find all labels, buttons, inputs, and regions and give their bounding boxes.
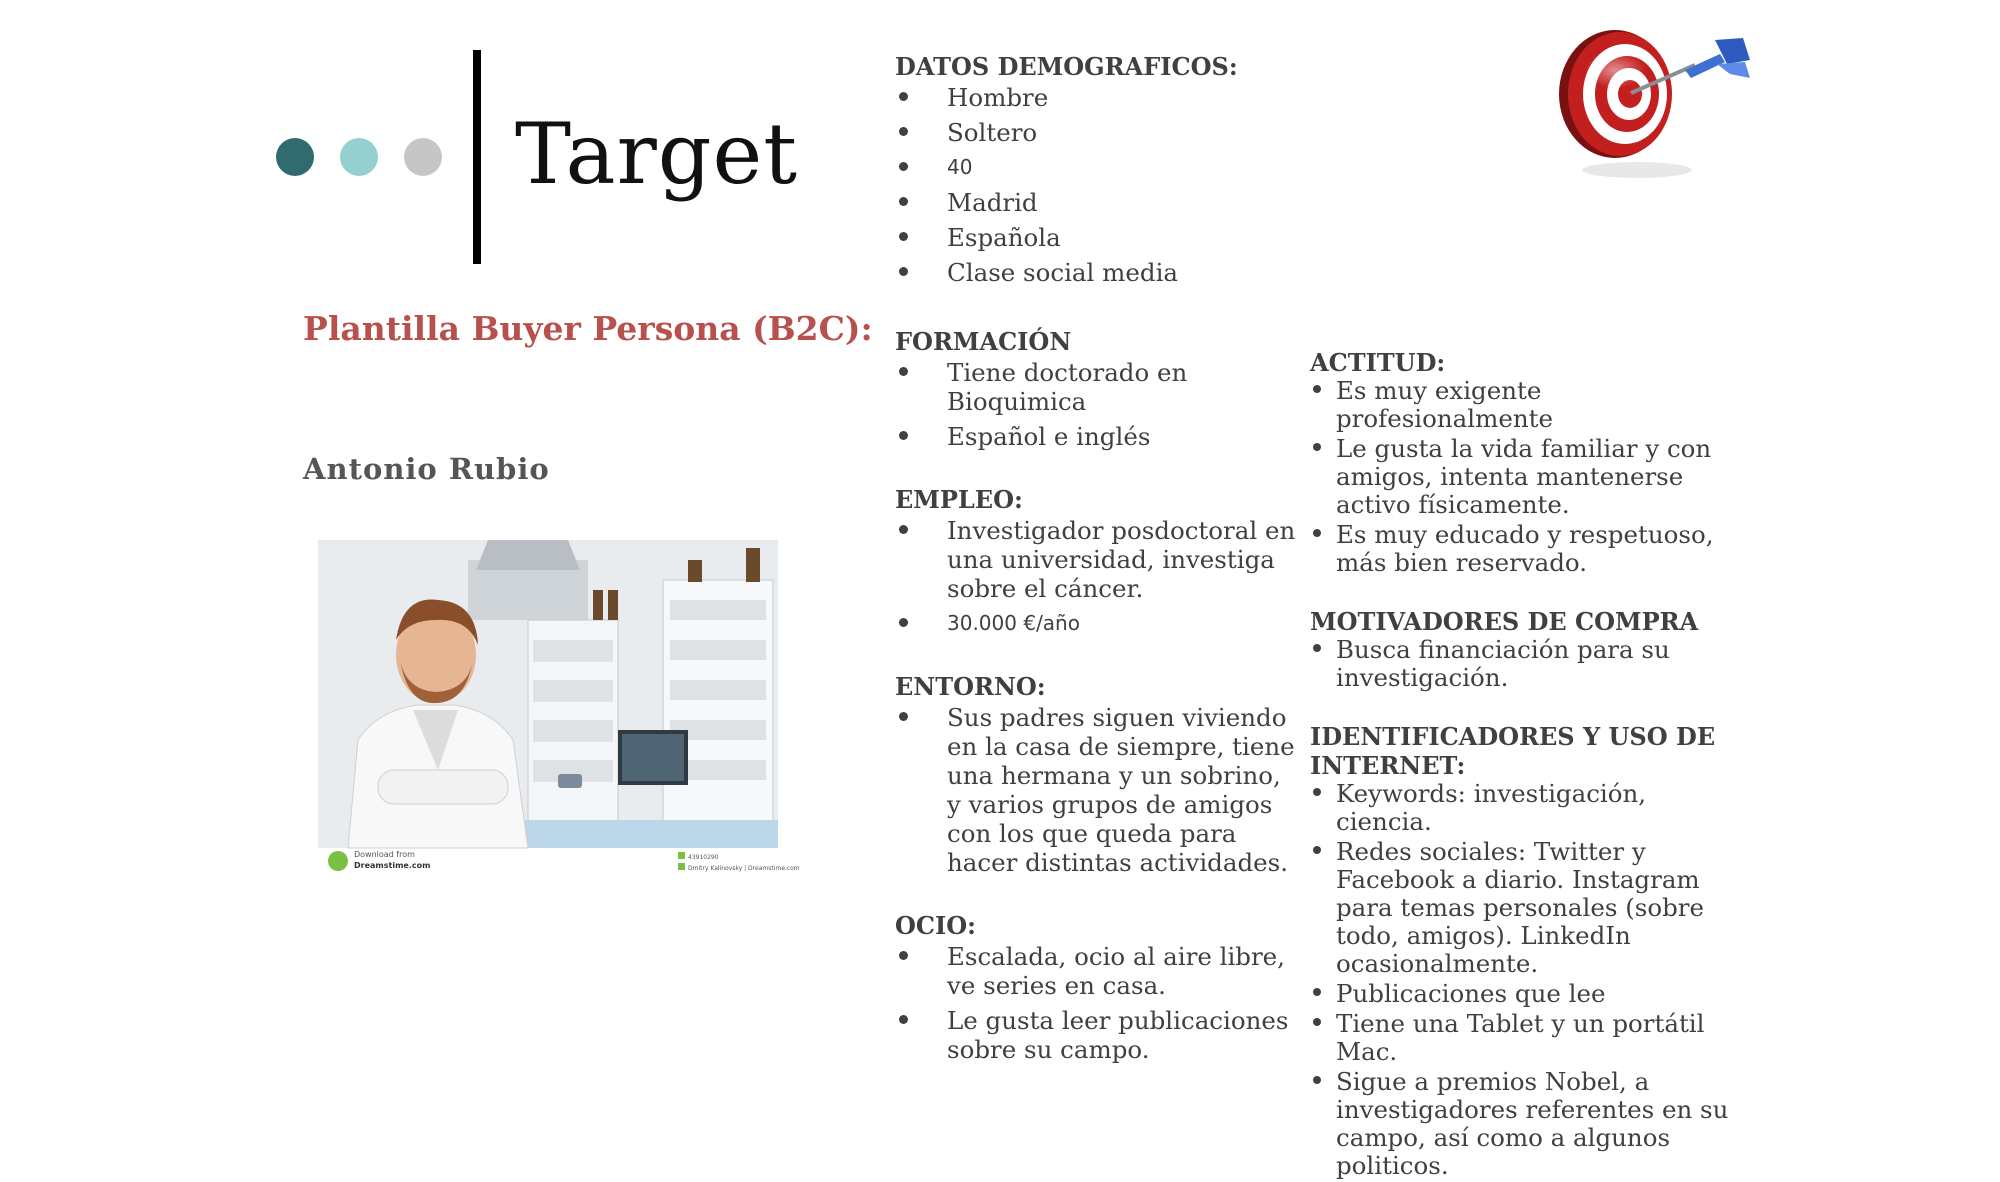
watermark-label: Download from [354, 850, 415, 859]
target-dart-icon [1545, 20, 1755, 185]
title-divider [473, 50, 481, 264]
entorno-list [895, 703, 1300, 877]
list-item: Clase social media [895, 258, 1300, 287]
list-item: Madrid [895, 188, 1300, 217]
list-item: Le gusta la vida familiar y con amigos, intenta mantenerse activo físicamente. [1310, 435, 1740, 519]
empleo-list [895, 516, 1300, 638]
motivadores-heading: MOTIVADORES DE COMPRA [1310, 607, 1699, 636]
persona-photo [318, 540, 800, 874]
actitud-heading: ACTITUD: [1310, 348, 1446, 377]
list-item: Es muy educado y respetuoso, más bien reservado. [1310, 521, 1740, 577]
list-item: Hombre [895, 83, 1300, 112]
watermark-credit: Dmitry Kalinovsky | Dreamstime.com [688, 865, 800, 872]
identificadores-list [1310, 780, 1740, 1180]
formacion-list [895, 358, 1300, 451]
list-item: Sus padres siguen viviendo en la casa de siempre, tiene una hermana y un sobrino, y varios grupos de amigos con los que queda para hacer distintas actividades. [895, 703, 1300, 877]
template-subtitle: Plantilla Buyer Persona (B2C): [303, 309, 873, 348]
entorno-heading: ENTORNO: [895, 672, 1046, 701]
list-item: Redes sociales: Twitter y Facebook a diario. Instagram para temas personales (sobre todo, amigos). LinkedIn ocasionalmente. [1310, 838, 1740, 978]
page-title: Target [515, 105, 798, 203]
list-item: Tiene una Tablet y un portátil Mac. [1310, 1010, 1740, 1066]
motivadores-list [1310, 636, 1740, 692]
light-teal-dot [340, 138, 378, 176]
list-item: 30.000 €/año [895, 609, 1300, 638]
watermark-site: Dreamstime.com [354, 861, 431, 870]
list-item: Keywords: investigación, ciencia. [1310, 780, 1740, 836]
empleo-heading: EMPLEO: [895, 485, 1023, 514]
list-item: Tiene doctorado en Bioquimica [895, 358, 1300, 416]
list-item: Busca financiación para su investigación. [1310, 636, 1740, 692]
actitud-list [1310, 377, 1740, 577]
list-item: Española [895, 223, 1300, 252]
gray-dot [404, 138, 442, 176]
list-item: Español e inglés [895, 422, 1300, 451]
list-item: 40 [895, 153, 1300, 182]
formacion-heading: FORMACIÓN [895, 327, 1072, 356]
ocio-heading: OCIO: [895, 911, 976, 940]
demograficos-heading: DATOS DEMOGRAFICOS: [895, 52, 1238, 81]
demograficos-list [895, 83, 1300, 287]
profile-column-right [1310, 348, 1740, 1182]
teal-dot [276, 138, 314, 176]
identificadores-heading: IDENTIFICADORES Y USO DE INTERNET: [1310, 722, 1716, 780]
list-item: Sigue a premios Nobel, a investigadores referentes en su campo, así como a algunos politicos. [1310, 1068, 1740, 1180]
watermark-id: 43910290 [688, 854, 719, 861]
ocio-list [895, 942, 1300, 1064]
list-item: Escalada, ocio al aire libre, ve series en casa. [895, 942, 1300, 1000]
persona-name: Antonio Rubio [303, 452, 550, 486]
list-item: Investigador posdoctoral en una universidad, investiga sobre el cáncer. [895, 516, 1300, 603]
list-item: Soltero [895, 118, 1300, 147]
list-item: Le gusta leer publicaciones sobre su campo. [895, 1006, 1300, 1064]
list-item: Publicaciones que lee [1310, 980, 1740, 1008]
list-item: Es muy exigente profesionalmente [1310, 377, 1740, 433]
profile-column-left [895, 52, 1300, 1070]
